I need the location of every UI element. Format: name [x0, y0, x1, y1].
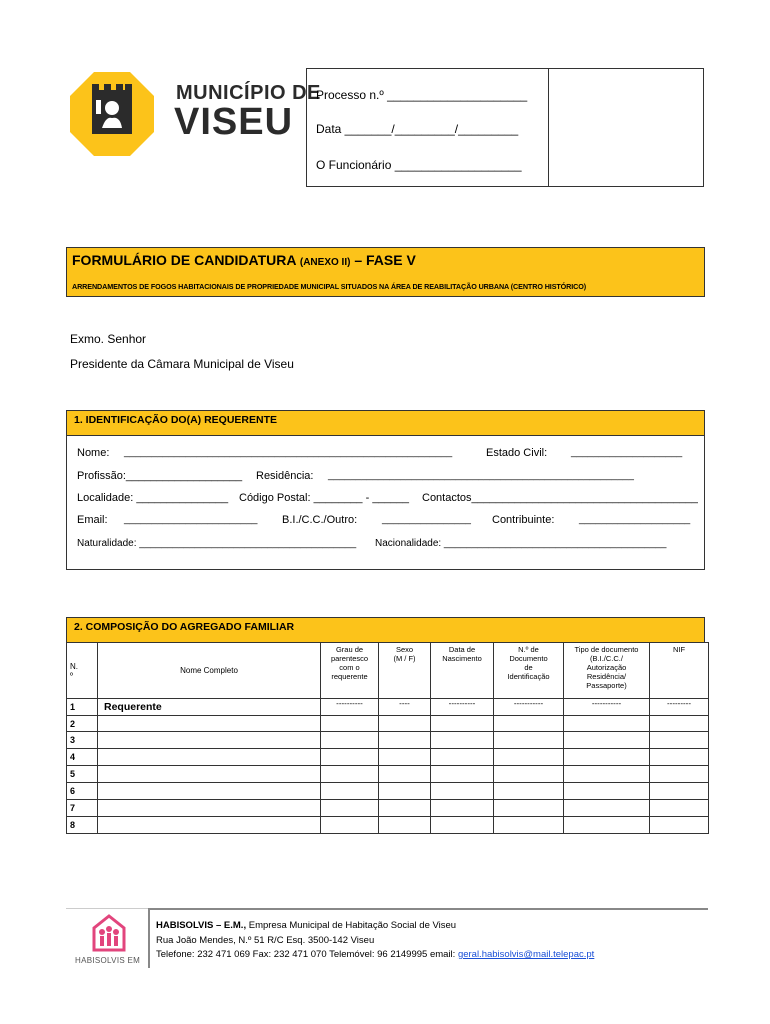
household-table-header-row — [67, 643, 709, 699]
logo-text-line1: MUNICÍPIO DE — [176, 82, 321, 104]
cell-grau[interactable] — [321, 817, 379, 834]
cell-doc[interactable] — [494, 716, 564, 732]
household-header-text: 2. COMPOSIÇÃO DO AGREGADO FAMILIAR — [74, 621, 295, 633]
form-title-phase: – FASE V — [354, 252, 416, 268]
cell-tipo[interactable] — [564, 817, 650, 834]
cell-doc[interactable] — [494, 732, 564, 749]
table-row — [67, 800, 709, 817]
residencia-field[interactable]: _______________________________________________________ — [328, 470, 634, 481]
footer-email-link[interactable]: geral.habisolvis@mail.telepac.pt — [457, 949, 595, 960]
processo-divider — [548, 68, 549, 187]
form-title — [72, 252, 416, 268]
cell-sexo[interactable] — [379, 732, 431, 749]
row-number: 2 — [67, 716, 98, 732]
household-table — [66, 642, 709, 834]
contribuinte-label: Contribuinte: — [492, 514, 555, 526]
col-header-num: N. º — [67, 643, 98, 699]
estado-civil-label: Estado Civil: — [486, 447, 548, 459]
cell-tipo[interactable] — [564, 766, 650, 783]
cell-doc[interactable] — [494, 817, 564, 834]
cell-doc[interactable] — [494, 800, 564, 817]
row-number: 6 — [67, 783, 98, 800]
footer-divider — [148, 908, 708, 910]
table-row — [67, 699, 709, 716]
cell-nome[interactable] — [98, 716, 321, 732]
municipio-viseu-logo-icon — [68, 70, 156, 158]
cell-nome[interactable] — [98, 749, 321, 766]
row1-grau: ---------- — [321, 699, 379, 716]
footer-vertical-divider — [148, 908, 150, 968]
cell-sexo[interactable] — [379, 716, 431, 732]
cell-nome[interactable] — [98, 783, 321, 800]
row1-tipo: ----------- — [564, 699, 650, 716]
cell-data[interactable] — [431, 800, 494, 817]
cell-sexo[interactable] — [379, 800, 431, 817]
row-number: 1 — [67, 699, 98, 716]
cell-nif[interactable] — [650, 800, 709, 817]
residencia-label: Residência: — [256, 470, 314, 482]
cell-nome[interactable] — [98, 732, 321, 749]
col-header-data: Data de Nascimento — [431, 643, 494, 699]
cell-tipo[interactable] — [564, 800, 650, 817]
footer-company — [156, 920, 456, 931]
cell-grau[interactable] — [321, 766, 379, 783]
footer-address: Rua João Mendes, N.º 51 R/C Esq. 3500-142 Viseu — [156, 935, 375, 946]
table-row — [67, 749, 709, 766]
cell-nome[interactable] — [98, 766, 321, 783]
row-number: 3 — [67, 732, 98, 749]
row-number: 8 — [67, 817, 98, 834]
row1-data: ---------- — [431, 699, 494, 716]
localidade-field[interactable]: Localidade: _______________ — [77, 492, 229, 504]
footer-divider-left — [66, 908, 148, 909]
footer-company-name: HABISOLVIS – E.M., — [156, 920, 247, 931]
col-header-doc: N.º de Documento de Identificação — [494, 643, 564, 699]
cell-sexo[interactable] — [379, 817, 431, 834]
cell-doc[interactable] — [494, 783, 564, 800]
cell-sexo[interactable] — [379, 749, 431, 766]
email-field[interactable]: ________________________ — [124, 514, 258, 525]
form-title-annex: (ANEXO II) — [299, 257, 351, 268]
table-row — [67, 716, 709, 732]
nacionalidade-field[interactable]: Nacionalidade: ________________________________________ — [375, 538, 667, 549]
profissao-field[interactable]: Profissão:___________________ — [77, 470, 243, 482]
col-header-nome: Nome Completo — [98, 643, 321, 699]
footer-phones: Telefone: 232 471 069 Fax: 232 471 070 Telemóvel: 96 2149995 email: — [156, 949, 458, 960]
cell-data[interactable] — [431, 716, 494, 732]
cell-nif[interactable] — [650, 749, 709, 766]
cell-data[interactable] — [431, 817, 494, 834]
row-number: 7 — [67, 800, 98, 817]
col-header-nif: NIF — [650, 643, 709, 699]
row1-nome: Requerente — [98, 699, 321, 716]
footer-company-desc: Empresa Municipal de Habitação Social de Viseu — [246, 920, 457, 931]
cell-data[interactable] — [431, 766, 494, 783]
bi-label: B.I./C.C./Outro: — [282, 514, 358, 526]
row-number: 5 — [67, 766, 98, 783]
naturalidade-field[interactable]: Naturalidade: _______________________________________ — [77, 538, 357, 549]
cell-nif[interactable] — [650, 732, 709, 749]
cell-doc[interactable] — [494, 766, 564, 783]
cell-sexo[interactable] — [379, 766, 431, 783]
habisolvis-logo-icon — [90, 914, 128, 952]
identification-header-text: 1. IDENTIFICAÇÃO DO(A) REQUERENTE — [74, 414, 278, 426]
cell-grau[interactable] — [321, 716, 379, 732]
cell-doc[interactable] — [494, 749, 564, 766]
cell-nif[interactable] — [650, 783, 709, 800]
table-row — [67, 732, 709, 749]
cell-nif[interactable] — [650, 716, 709, 732]
cell-data[interactable] — [431, 749, 494, 766]
table-row — [67, 783, 709, 800]
col-header-tipo: Tipo de documento (B.I./C.C./ Autorização Residência/ Passaporte) — [564, 643, 650, 699]
nome-field[interactable]: ___________________________________________________________ — [124, 447, 453, 458]
cell-nif[interactable] — [650, 817, 709, 834]
cell-tipo[interactable] — [564, 716, 650, 732]
contribuinte-field[interactable]: ____________________ — [579, 514, 691, 525]
processo-field[interactable]: Processo n.º _____________________ — [316, 88, 528, 102]
row1-doc: ----------- — [494, 699, 564, 716]
logo-text-line2: VISEU — [174, 101, 294, 143]
cell-grau[interactable] — [321, 783, 379, 800]
form-title-main: FORMULÁRIO DE CANDIDATURA — [72, 252, 296, 268]
cell-data[interactable] — [431, 732, 494, 749]
cell-grau[interactable] — [321, 749, 379, 766]
footer-contacts — [156, 949, 594, 960]
codigo-postal-field[interactable]: Código Postal: ________ - ______ — [239, 492, 410, 504]
email-label: Email: — [77, 514, 108, 526]
cell-sexo[interactable] — [379, 783, 431, 800]
col-header-sexo: Sexo (M / F) — [379, 643, 431, 699]
cell-nome[interactable] — [98, 800, 321, 817]
nome-label: Nome: — [77, 447, 110, 459]
row1-nif: --------- — [650, 699, 709, 716]
funcionario-field[interactable]: O Funcionário ___________________ — [316, 158, 522, 172]
row1-sexo: ---- — [379, 699, 431, 716]
row-number: 4 — [67, 749, 98, 766]
cell-tipo[interactable] — [564, 783, 650, 800]
salutation-line1: Exmo. Senhor — [70, 332, 147, 346]
cell-nif[interactable] — [650, 766, 709, 783]
table-row — [67, 817, 709, 834]
contactos-field[interactable]: Contactos_____________________________________ — [422, 492, 698, 504]
salutation-line2: Presidente da Câmara Municipal de Viseu — [70, 357, 294, 371]
cell-nome[interactable] — [98, 817, 321, 834]
cell-data[interactable] — [431, 783, 494, 800]
cell-grau[interactable] — [321, 800, 379, 817]
estado-civil-field[interactable]: ____________________ — [571, 447, 683, 458]
table-row — [67, 766, 709, 783]
cell-grau[interactable] — [321, 732, 379, 749]
cell-tipo[interactable] — [564, 749, 650, 766]
data-field[interactable]: Data _______/_________/_________ — [316, 122, 519, 136]
form-subtitle: ARRENDAMENTOS DE FOGOS HABITACIONAIS DE PROPRIEDADE MUNICIPAL SITUADOS NA ÁREA DE REABILITAÇÃO URBANA (CENTRO HISTÓRICO) — [72, 282, 587, 291]
bi-field[interactable]: ________________ — [382, 514, 471, 525]
habisolvis-logo-text: HABISOLVIS EM — [75, 956, 141, 965]
col-header-grau: Grau de parentesco com o requerente — [321, 643, 379, 699]
cell-tipo[interactable] — [564, 732, 650, 749]
